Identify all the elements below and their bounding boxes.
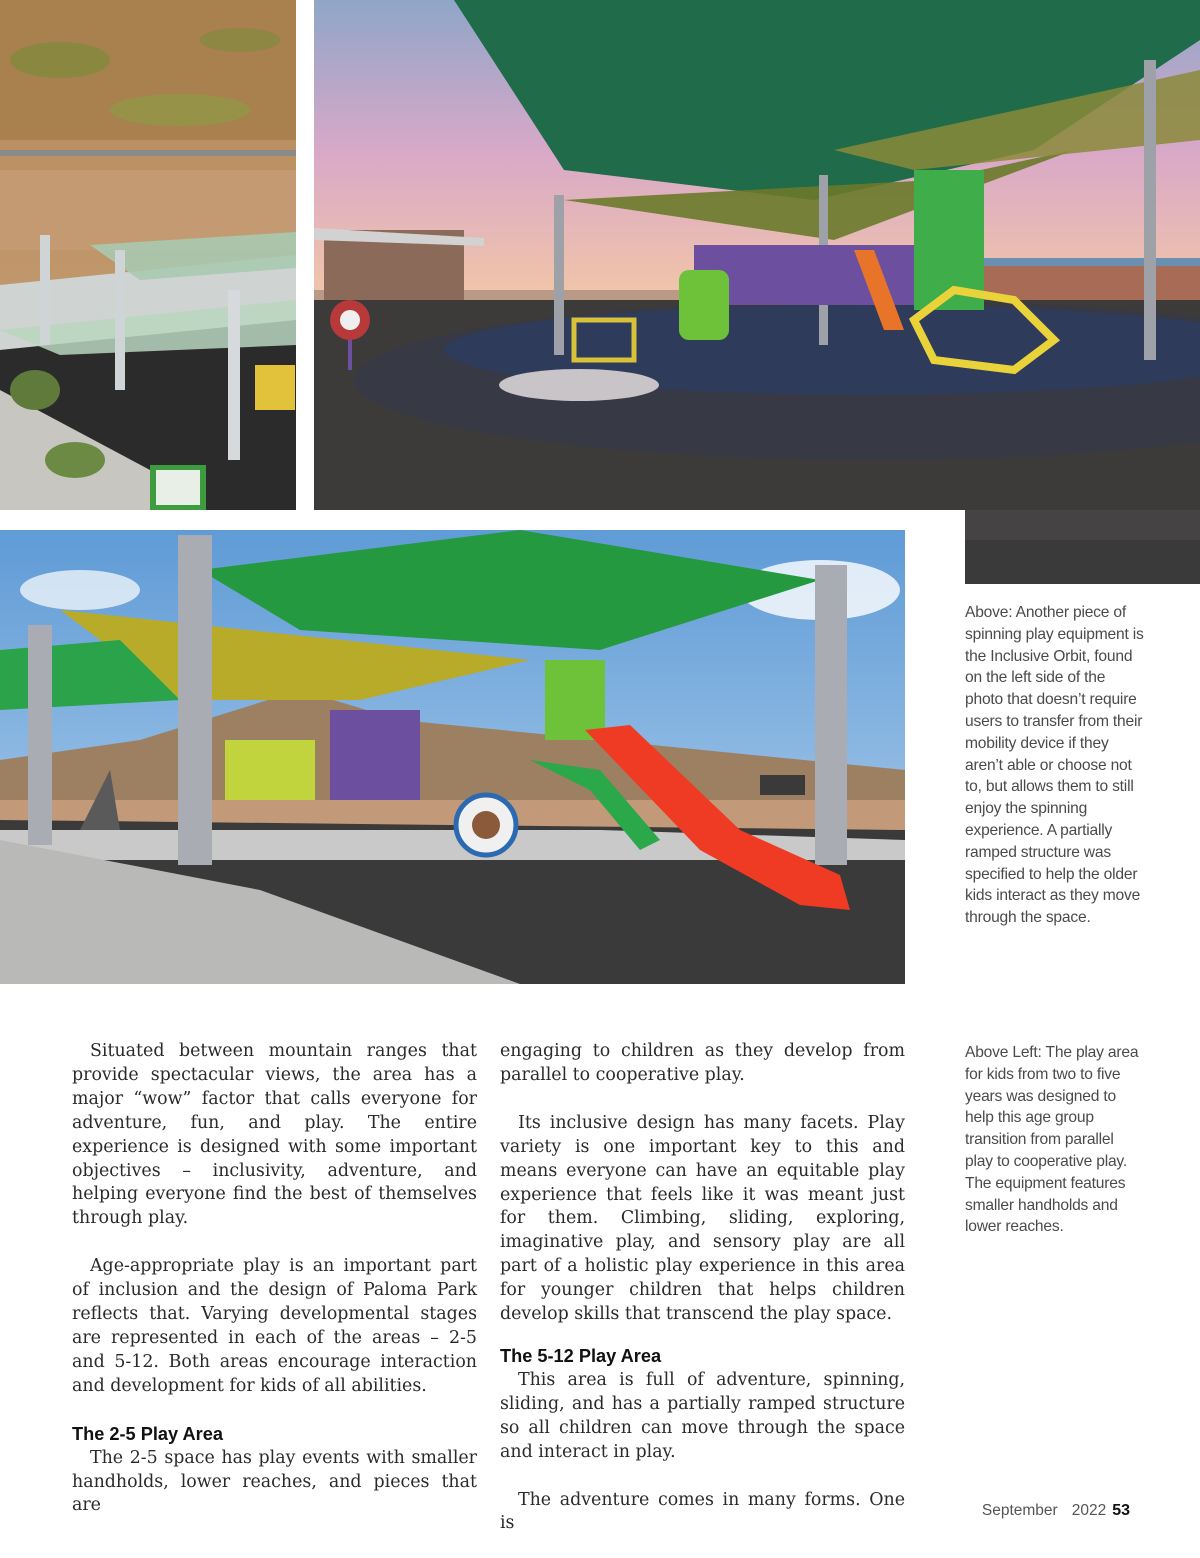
paragraph: Age-appropriate play is an important part of inclusion and the design of Paloma Park reflects that. Varying developmental stages are represented in each of the areas – 2-5 and 5-12. Both areas encourage interaction and development for kids of all abilities. — [72, 1256, 477, 1396]
paragraph: engaging to children as they develop from parallel to cooperative play. — [500, 1041, 905, 1085]
paragraph: The 2-5 space has play events with smaller handholds, lower reaches, and pieces that are — [72, 1447, 477, 1516]
caption-above-left: Above Left: The play area for kids from two to five years was designed to help this age group transition from parallel play to cooperative play. The equipment features smaller handholds and lower reaches. — [965, 1044, 1139, 1236]
photo-play-structure-daylight — [0, 530, 905, 984]
footer-month: September — [981, 1502, 1058, 1519]
photo-2-5-play-area — [0, 0, 296, 510]
paragraph: Situated between mountain ranges that provide spectacular views, the area has a major “wow” factor that calls everyone for adventure, fun, and play. The entire experience is designed with some important objectives – inclusivity, adventure, and helping everyone find the best of themselves through play. — [72, 1041, 477, 1229]
paragraph: Its inclusive design has many facets. Play variety is one important key to this and means everyone can have an equitable play experience that feels like it was meant just for them. Climbing, sliding, exploring, imaginative play, and sensory play are all part of a holistic play experience in this area for younger children that helps children develop skills that transcend the play space. — [500, 1112, 905, 1325]
page-footer — [982, 1502, 1130, 1520]
paragraph: The adventure comes in many forms. One is — [500, 1489, 905, 1534]
paragraph: This area is full of adventure, spinning, sliding, and has a partially ramped structure so all children can move through the space and interact in play. — [500, 1369, 905, 1462]
page-number: 53 — [1112, 1502, 1130, 1519]
article-column-2 — [500, 1040, 905, 1536]
caption-above: Above: Another piece of spinning play equipment is the Inclusive Orbit, found on the left side of the photo that doesn’t require users to transfer from their mobility device if they aren’t able or choose not to, but allows them to still enjoy the spinning experience. A partially ramped structure was specified to help the older kids interact as they move through the space. — [965, 604, 1144, 927]
article-column-1 — [72, 1040, 477, 1518]
photo-5-12-play-area-dusk-strip — [965, 510, 1200, 584]
section-heading-5-12: The 5-12 Play Area — [500, 1345, 662, 1366]
footer-year: 2022 — [1071, 1502, 1107, 1519]
section-heading-2-5: The 2-5 Play Area — [72, 1423, 223, 1444]
photo-5-12-play-area-dusk — [314, 0, 1200, 510]
